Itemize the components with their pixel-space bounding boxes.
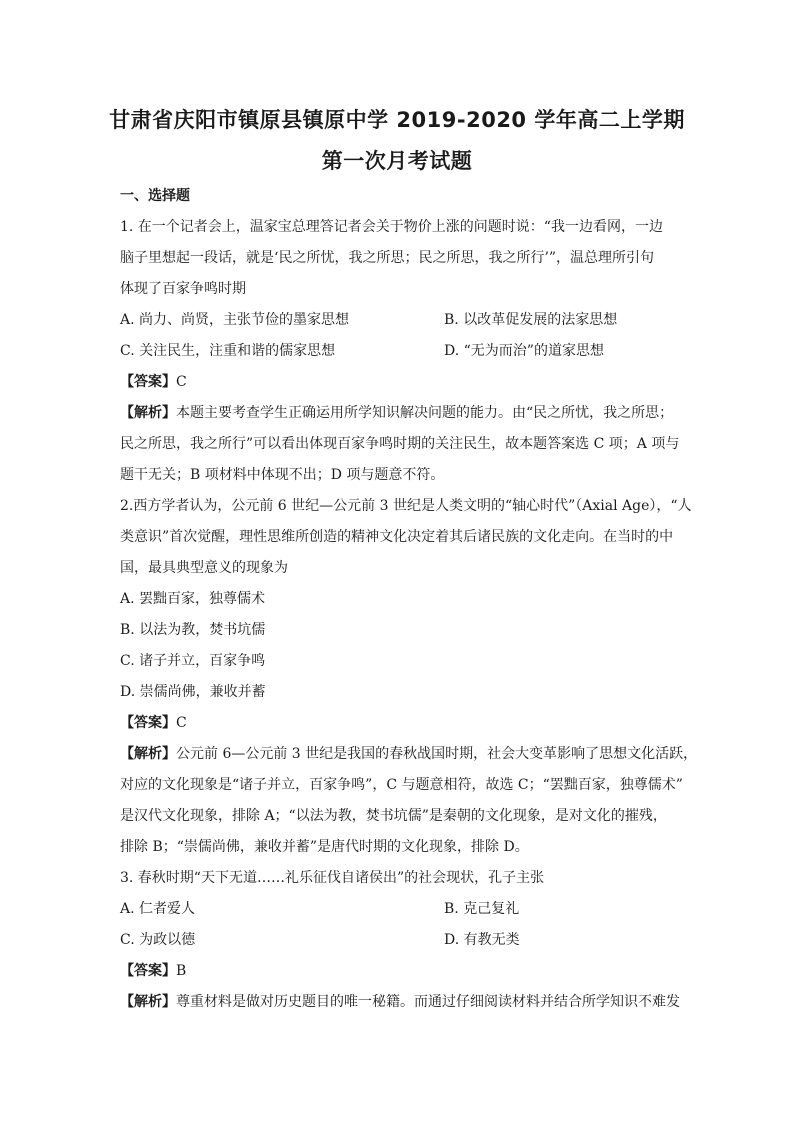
answer-value: B bbox=[176, 963, 187, 979]
q2-option-d: D. 崇儒尚佛，兼收并蓄 bbox=[120, 684, 266, 700]
q2-option-c: C. 诸子并立，百家争鸣 bbox=[120, 653, 266, 669]
q2-option-a: A. 罢黜百家，独尊儒术 bbox=[120, 591, 266, 607]
q1-stem-line-1: 1. 在一个记者会上，温家宝总理答记者会关于物价上涨的问题时说：“我一边看网，一边 bbox=[120, 219, 663, 235]
q3-option-b: B. 克己复礼 bbox=[444, 901, 520, 917]
q1-analysis-line-2: 民之所思，我之所行”可以看出体现百家争鸣时期的关注民生，故本题答案选 C 项；A 项与 bbox=[120, 436, 680, 452]
answer-value: C bbox=[176, 374, 187, 390]
q3-answer bbox=[120, 962, 680, 980]
section-heading: 一、选择题 bbox=[120, 188, 190, 204]
q1-option-d: D. “无为而治”的道家思想 bbox=[444, 343, 604, 359]
q1-option-a: A. 尚力、尚贤，主张节俭的墨家思想 bbox=[120, 312, 350, 328]
q3-option-d: D. 有教无类 bbox=[444, 932, 520, 948]
q3-analysis-line-1 bbox=[120, 993, 680, 1011]
analysis-text: 尊重材料是做对历史题目的唯一秘籍。而通过仔细阅读材料并结合所学知识不难发 bbox=[176, 994, 680, 1010]
q2-stem-line-1: 2.西方学者认为，公元前 6 世纪—公元前 3 世纪是人类文明的“轴心时代”（Axial Age），“人 bbox=[120, 498, 692, 514]
document-title: 甘肃省庆阳市镇原县镇原中学 2019-2020 学年高二上学期 bbox=[109, 108, 685, 132]
answer-tag: 【答案】 bbox=[120, 963, 176, 979]
analysis-tag: 【解析】 bbox=[120, 405, 176, 421]
analysis-tag: 【解析】 bbox=[120, 994, 176, 1010]
q2-analysis-line-2: 对应的文化现象是“诸子并立，百家争鸣”，C 与题意相符，故选 C；“罢黜百家，独尊儒术” bbox=[120, 777, 683, 793]
q3-stem-line-1: 3. 春秋时期“天下无道……礼乐征伐自诸侯出”的社会现状，孔子主张 bbox=[120, 870, 545, 886]
q2-option-b: B. 以法为教，焚书坑儒 bbox=[120, 622, 266, 638]
q3-option-a: A. 仁者爱人 bbox=[120, 901, 196, 917]
q1-analysis-line-3: 题干无关；B 项材料中体现不出；D 项与题意不符。 bbox=[120, 467, 445, 483]
q1-option-c: C. 关注民生，注重和谐的儒家思想 bbox=[120, 343, 336, 359]
q2-analysis-line-1 bbox=[120, 745, 698, 763]
q2-analysis-line-4: 排除 B；“崇儒尚佛，兼收并蓄”是唐代时期的文化现象，排除 D。 bbox=[120, 839, 529, 855]
document-subtitle: 第一次月考试题 bbox=[321, 149, 473, 173]
q1-option-b: B. 以改革促发展的法家思想 bbox=[444, 312, 618, 328]
q3-option-c: C. 为政以德 bbox=[120, 932, 196, 948]
q2-stem-line-2: 类意识”首次觉醒，理性思维所创造的精神文化决定着其后诸民族的文化走向。在当时的中 bbox=[120, 529, 674, 545]
q1-analysis-line-1 bbox=[120, 404, 680, 422]
answer-tag: 【答案】 bbox=[120, 374, 176, 390]
answer-value: C bbox=[176, 715, 187, 731]
analysis-tag: 【解析】 bbox=[120, 746, 176, 762]
analysis-text: 公元前 6—公元前 3 世纪是我国的春秋战国时期，社会大变革影响了思想文化活跃， bbox=[176, 746, 698, 762]
answer-tag: 【答案】 bbox=[120, 715, 176, 731]
q2-answer bbox=[120, 714, 680, 732]
q1-stem-line-2: 脑子里想起一段话，就是‘民之所忧，我之所思；民之所思，我之所行’”，温总理所引句 bbox=[120, 250, 655, 266]
analysis-text: 本题主要考查学生正确运用所学知识解决问题的能力。由“民之所忧，我之所思； bbox=[176, 405, 674, 421]
q1-stem-line-3: 体现了百家争鸣时期 bbox=[120, 281, 246, 297]
q2-analysis-line-3: 是汉代文化现象，排除 A；“以法为教，焚书坑儒”是秦朝的文化现象，是对文化的摧残， bbox=[120, 808, 667, 824]
q1-answer bbox=[120, 373, 680, 391]
q2-stem-line-3: 国，最具典型意义的现象为 bbox=[120, 560, 288, 576]
